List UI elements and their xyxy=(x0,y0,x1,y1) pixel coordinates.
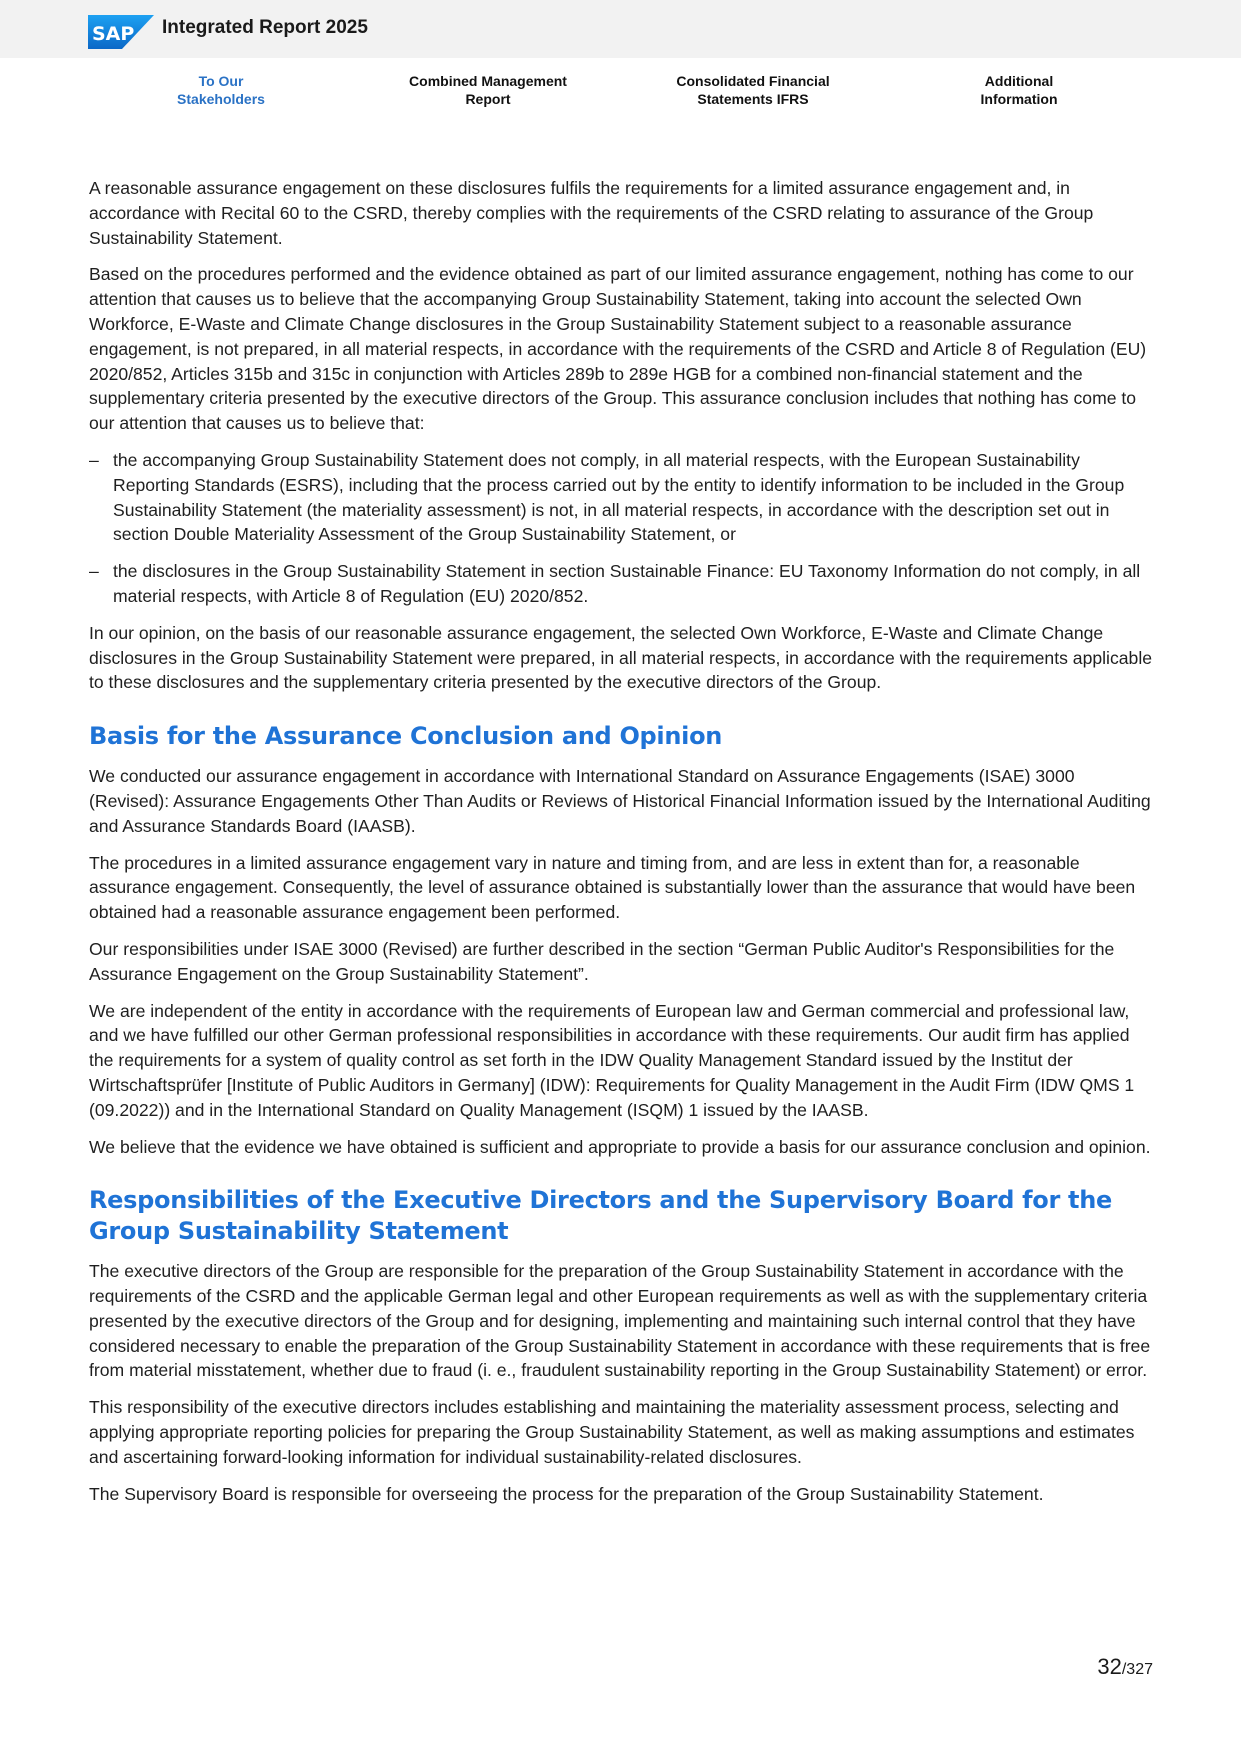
list-item xyxy=(89,559,1154,609)
paragraph: Our responsibilities under ISAE 3000 (Revised) are further described in the section “German Public Auditor's Responsibilities for the Assurance Engagement on the Group Sustainability Statement”. xyxy=(89,938,1115,984)
paragraph: We conducted our assurance engagement in accordance with International Standard on Assurance Engagements (ISAE) 3000 (Revised): Assurance Engagements Other Than Audits or Reviews of Historical Financial Information issued by the International Auditing and Assurance Standards Board (IAASB). xyxy=(89,766,1151,836)
section-nav xyxy=(0,72,1241,112)
nav-to-our-stakeholders[interactable] xyxy=(121,72,321,108)
nav-label-line2: Information xyxy=(980,91,1058,107)
svg-text:SAP: SAP xyxy=(92,23,135,45)
bullet-list xyxy=(89,448,1154,609)
section-heading-basis: Basis for the Assurance Conclusion and Opinion xyxy=(89,722,723,751)
nav-combined-management-report[interactable] xyxy=(388,72,588,108)
current-page: 32 xyxy=(1097,1654,1122,1679)
paragraph: In our opinion, on the basis of our reasonable assurance engagement, the selected Own Workforce, E-Waste and Climate Change disclosures in the Group Sustainability Statement were prepared, in all material respects, in accordance with the requirements applicable to these disclosures and the supplementary criteria presented by the executive directors of the Group. xyxy=(89,622,1153,693)
paragraph: The procedures in a limited assurance engagement vary in nature and timing from, and are less in extent than for, a reasonable assurance engagement. Consequently, the level of assurance obtained is substantially lower than the assurance that would have been obtained had a reasonable assurance engagement been performed. xyxy=(89,852,1136,923)
nav-label-line1: Consolidated Financial xyxy=(676,73,830,89)
nav-label-line1: To Our xyxy=(198,73,244,89)
page-number xyxy=(1097,1654,1153,1680)
report-title: Integrated Report 2025 xyxy=(162,17,368,38)
section-heading-responsibilities: Responsibilities of the Executive Directors and the Supervisory Board for the Group Sustainability Statement xyxy=(89,1186,1112,1246)
sap-logo[interactable] xyxy=(88,15,154,49)
nav-label-line2: Report xyxy=(465,91,511,107)
paragraph: A reasonable assurance engagement on these disclosures fulfils the requirements for a limited assurance engagement and, in accordance with Recital 60 to the CSRD, thereby complies with the requirements of the CSRD relating to assurance of the Group Sustainability Statement. xyxy=(89,178,1094,248)
list-item-text: the accompanying Group Sustainability Statement does not comply, in all material respects, with the European Sustainability Reporting Standards (ESRS), including that the process carried out by the entity to identify information to be included in the Group Sustainability Statement (the materiality assessment) is not, in all material respects, in accordance with the description set out in section Double Materiality Assessment of the Group Sustainability Statement, or xyxy=(113,449,1125,545)
nav-additional-information[interactable] xyxy=(919,72,1119,108)
list-item-text: the disclosures in the Group Sustainability Statement in section Sustainable Finance: EU Taxonomy Information do not comply, in all material respects, with Article 8 of Regulation (EU) 2020/852. xyxy=(113,561,1141,606)
dash-bullet: – xyxy=(89,561,99,582)
top-bar xyxy=(0,0,1241,58)
nav-label-line1: Combined Management xyxy=(409,73,567,89)
nav-label-line1: Additional xyxy=(984,73,1054,89)
paragraph: The Supervisory Board is responsible for overseeing the process for the preparation of the Group Sustainability Statement. xyxy=(89,1483,1044,1504)
dash-bullet: – xyxy=(89,449,99,470)
paragraph: This responsibility of the executive directors includes establishing and maintaining the materiality assessment process, selecting and applying appropriate reporting policies for preparing the Group Sustainability Statement, as well as making assumptions and estimates and ascertaining forward-looking information for individual sustainability-related disclosures. xyxy=(89,1397,1135,1467)
list-item xyxy=(89,448,1154,547)
nav-consolidated-financial-statements[interactable] xyxy=(653,72,853,108)
nav-label-line2: Statements IFRS xyxy=(697,91,809,107)
total-pages: /327 xyxy=(1121,1661,1153,1678)
paragraph: Based on the procedures performed and the evidence obtained as part of our limited assurance engagement, nothing has come to our attention that causes us to believe that the accompanying Group Sustainability Statement, taking into account the selected Own Workforce, E-Waste and Climate Change disclosures in the Group Sustainability Statement subject to a reasonable assurance engagement, is not prepared, in all material respects, in accordance with the requirements of the CSRD and Article 8 of Regulation (EU) 2020/852, Articles 315b and 315c in conjunction with Articles 289b to 289e HGB for a combined non-financial statement and the supplementary criteria presented by the executive directors of the Group. This assurance conclusion includes that nothing has come to our attention that causes us to believe that: xyxy=(89,264,1147,434)
nav-label-line2: Stakeholders xyxy=(177,91,265,107)
paragraph: We are independent of the entity in accordance with the requirements of European law and German commercial and professional law, and we have fulfilled our other German professional responsibilities in accordance with these requirements. Our audit firm has applied the requirements for a system of quality control as set forth in the IDW Quality Management Standard issued by the Institut der Wirtschaftsprüfer [Institute of Public Auditors in Germany] (IDW): Requirements for Quality Management in the Audit Firm (IDW QMS 1 (09.2022)) and in the International Standard on Quality Management (ISQM) 1 issued by the IAASB. xyxy=(89,1000,1135,1120)
paragraph: The executive directors of the Group are responsible for the preparation of the Group Sustainability Statement in accordance with the requirements of the CSRD and the applicable German legal and other European requirements as well as with the supplementary criteria presented by the executive directors of the Group and for designing, implementing and maintaining such internal control that they have considered necessary to enable the preparation of the Group Sustainability Statement in accordance with these requirements that is free from material misstatement, whether due to fraud (i. e., fraudulent sustainability reporting in the Group Sustainability Statement) or error. xyxy=(89,1261,1151,1381)
paragraph: We believe that the evidence we have obtained is sufficient and appropriate to provide a basis for our assurance conclusion and opinion. xyxy=(89,1136,1151,1157)
document-body xyxy=(89,176,1154,1518)
